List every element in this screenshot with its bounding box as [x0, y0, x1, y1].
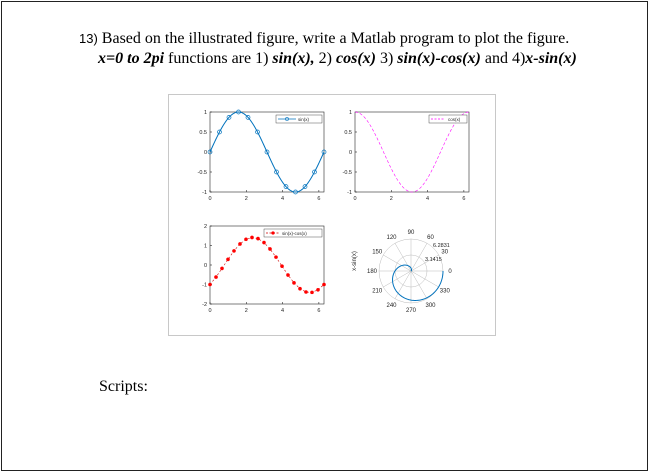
sin-cos-point [262, 241, 266, 245]
polar-angle-label: 30 [441, 249, 449, 256]
y-tick-label: 0 [203, 263, 207, 269]
polar-angle-label: 300 [425, 302, 436, 309]
sin-cos-point [286, 273, 290, 277]
polar-angle-label: 0 [448, 269, 452, 275]
polar-angle-label: 240 [386, 302, 397, 309]
polar-angle-label: 60 [427, 235, 434, 242]
polar-spoke [411, 271, 427, 299]
functions-are-text: functions are [168, 50, 252, 67]
sin-cos-point [310, 291, 314, 295]
x-tick-label: 0 [353, 196, 357, 202]
x-tick-label: 6 [317, 196, 321, 202]
polar-radial-label: 3.1415 [425, 257, 442, 263]
x-range: x=0 to 2pi [98, 50, 165, 67]
f3-number: 3) [379, 50, 394, 67]
x-tick-label: 0 [208, 196, 212, 202]
x-tick-label: 6 [462, 196, 466, 202]
axes-box-2 [355, 112, 469, 192]
sin-cos-point [238, 242, 242, 246]
sin-cos-point [214, 275, 218, 279]
x-tick-label: 2 [244, 196, 248, 202]
polar-spoke [411, 271, 439, 287]
sin-cos-point [280, 264, 284, 268]
y-tick-label: 0.5 [344, 130, 352, 136]
f1-number: 1) [255, 50, 269, 67]
function-4: x-sin(x) [525, 50, 577, 67]
polar-angle-label: 90 [407, 230, 415, 236]
y-tick-label: 1 [348, 110, 352, 116]
polar-spoke [395, 243, 411, 271]
y-tick-label: -2 [202, 302, 207, 308]
question-line-1 [79, 30, 569, 48]
polar-angle-label: 210 [372, 288, 383, 295]
y-tick-label: 0 [348, 150, 352, 156]
y-tick-label: 1 [203, 110, 207, 116]
x-tick-label: 4 [426, 196, 430, 202]
y-tick-label: 1 [203, 243, 207, 250]
function-1: sin(x), [272, 50, 315, 67]
sin-cos-point [292, 281, 296, 285]
function-3: sin(x)-cos(x) [397, 50, 481, 67]
polar-angle-label: 150 [372, 249, 383, 256]
sin-cos-point [256, 237, 260, 241]
x-tick-label: 2 [244, 308, 248, 314]
x-tick-label: 4 [281, 196, 285, 202]
y-tick-label: 0 [203, 150, 207, 156]
f4-number: 4) [511, 50, 526, 67]
sin-cos-point [208, 283, 212, 287]
x-tick-label: 0 [208, 308, 212, 314]
legend-label-2: cos(x) [448, 117, 461, 122]
polar-angle-label: 180 [366, 269, 378, 275]
y-tick-label: -0.5 [342, 170, 352, 176]
y-tick-label: -1 [202, 190, 207, 196]
sin-cos-point [226, 258, 230, 262]
polar-angle-label: 270 [405, 308, 417, 314]
polar-spoke [383, 271, 411, 287]
y-tick-label: 2 [203, 224, 207, 230]
sin-cos-point [322, 283, 326, 287]
sin-cos-point [268, 247, 272, 251]
polar-angle-label: 330 [439, 288, 450, 295]
legend-label-1: sin(x) [298, 117, 309, 122]
y-tick-label: -1 [347, 190, 352, 196]
sin-cos-point [250, 236, 254, 240]
x-tick-label: 6 [317, 308, 321, 314]
scripts-label: Scripts: [99, 378, 148, 395]
and-text: and [484, 50, 508, 67]
f2-number: 2) [318, 50, 332, 67]
x-tick-label: 2 [389, 196, 393, 202]
polar-radial-label: 6.2831 [433, 243, 450, 249]
sin-cos-point [316, 288, 320, 292]
sin-cos-point [274, 255, 278, 259]
y-tick-label: 0.5 [199, 130, 207, 136]
sin-cos-point [232, 249, 236, 253]
sin-cos-point [244, 238, 248, 242]
function-2: cos(x) [335, 50, 376, 67]
sin-cos-point [304, 290, 308, 294]
sin-cos-point [220, 267, 224, 271]
question-text: Based on the illustrated figure, write a Matlab program to plot the figure. [101, 30, 570, 47]
question-line-2 [98, 50, 577, 68]
question-number: 13) [79, 31, 98, 46]
y-tick-label: -1 [202, 282, 207, 289]
figure-canvas [169, 95, 495, 335]
legend-marker-3 [271, 231, 274, 234]
legend-label-3: sin(x)-cos(x) [282, 231, 307, 236]
polar-ylabel: x-sin(x) [352, 251, 358, 271]
sin-cos-point [298, 287, 302, 291]
y-tick-label: -0.5 [197, 170, 207, 176]
matlab-figure [168, 94, 496, 336]
polar-angle-label: 120 [386, 235, 397, 242]
polar-spoke [395, 271, 411, 299]
x-tick-label: 4 [281, 308, 285, 314]
